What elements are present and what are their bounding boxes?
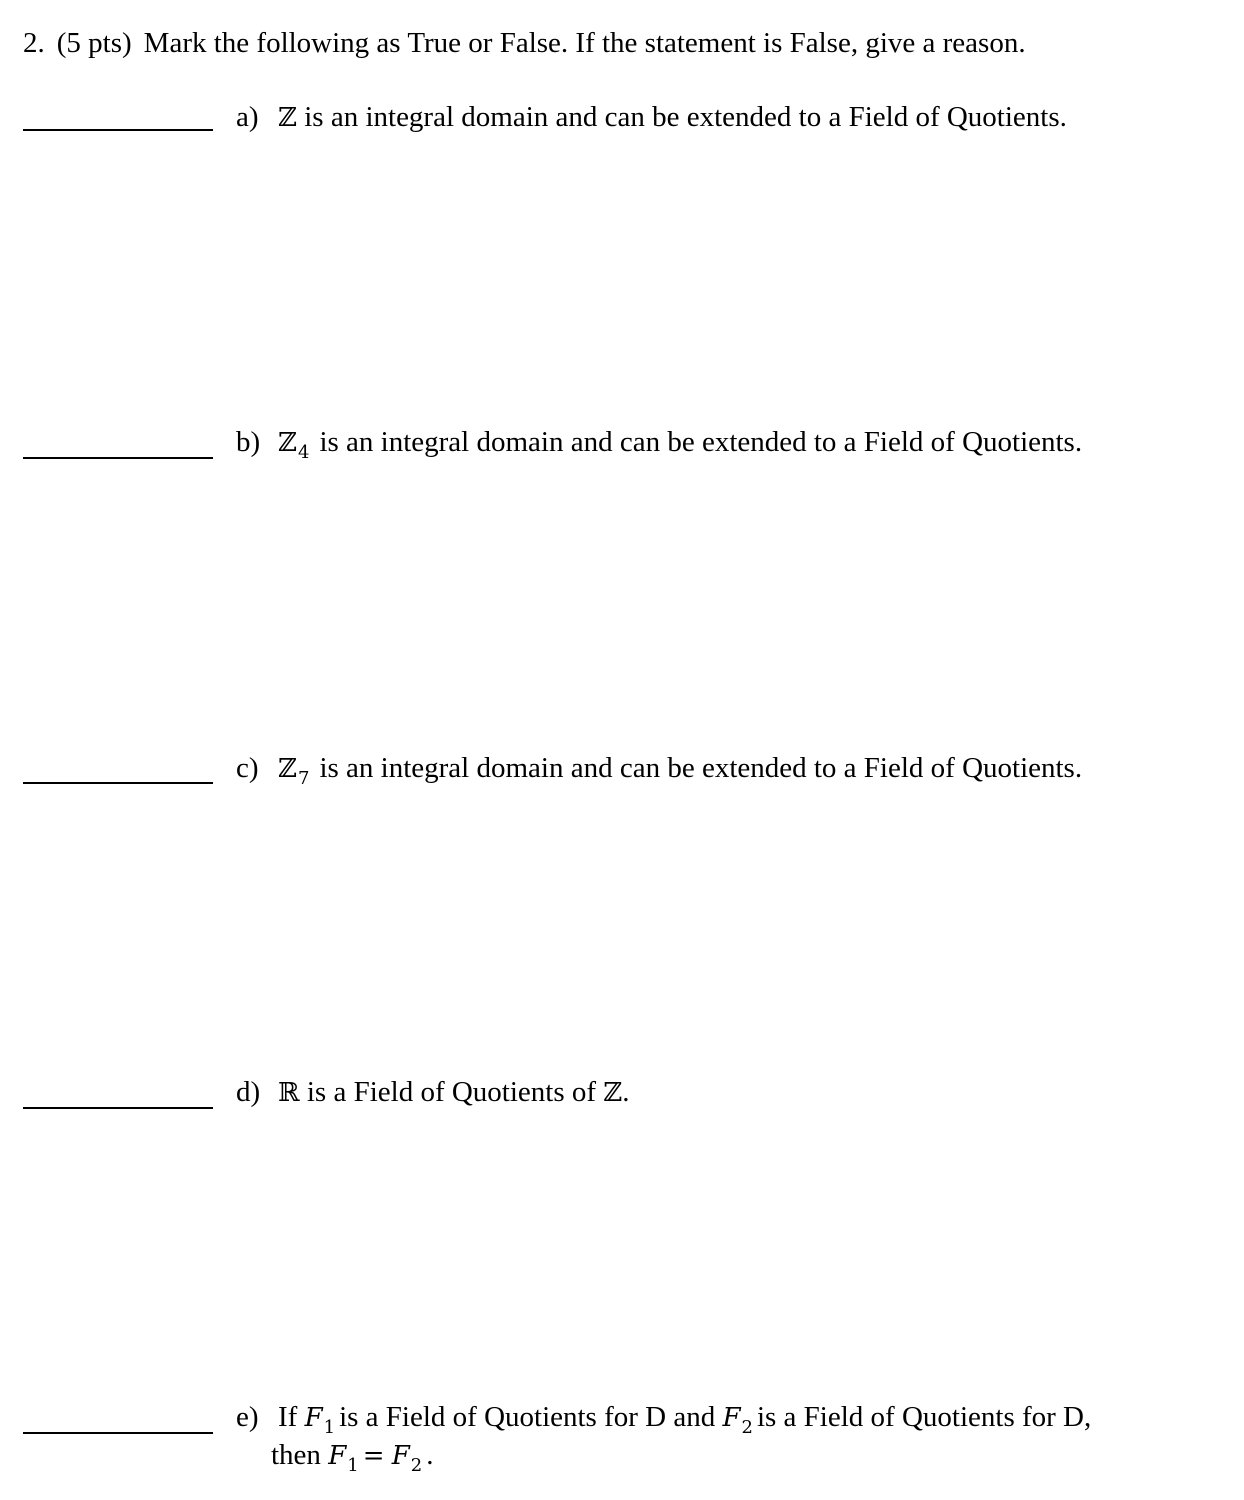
field-variable: F [391, 1441, 410, 1471]
question-instructions: Mark the following as True or False. If the statement is False, give a reason. [143, 27, 1026, 59]
item-end-e: . [426, 1439, 434, 1471]
item-text-b: is an integral domain and can be extended to a Field of Quotients. [319, 426, 1083, 458]
integers-mod-symbol: ℤ [278, 428, 297, 458]
item-text-e-mid: is a Field of Quotients for D and [339, 1401, 716, 1433]
item-statement-d [278, 1073, 630, 1112]
modulus-subscript: 4 [297, 442, 310, 463]
field-variable: F [304, 1403, 323, 1433]
item-statement-b [278, 423, 1082, 465]
answer-blank-e[interactable] [23, 1432, 213, 1434]
integers-mod-symbol: ℤ [278, 754, 297, 784]
word-if: If [278, 1401, 298, 1433]
integers-symbol: ℤ [603, 1078, 623, 1108]
field-variable: F [328, 1441, 347, 1471]
item-text-e-end: is a Field of Quotients for D, [756, 1401, 1092, 1433]
item-letter-b: b) [236, 426, 261, 458]
item-statement-e-line1 [278, 1398, 1091, 1440]
field-subscript: 2 [410, 1455, 423, 1476]
item-text-a: is an integral domain and can be extended to a Field of Quotients. [304, 101, 1067, 133]
item-statement-c [278, 749, 1082, 791]
item-statement-a [278, 98, 1067, 137]
item-letter-c: c) [236, 752, 259, 784]
item-statement-e-line2 [271, 1436, 433, 1478]
field-variable: F [722, 1403, 741, 1433]
item-end-d: . [622, 1076, 630, 1108]
question-points: (5 pts) [56, 27, 132, 59]
item-text-c: is an integral domain and can be extended to a Field of Quotients. [319, 752, 1083, 784]
question-header [23, 24, 1026, 62]
equals-sign: = [362, 1441, 385, 1471]
item-text-d: is a Field of Quotients of [306, 1076, 597, 1108]
question-number: 2. [23, 27, 45, 59]
reals-symbol: ℝ [278, 1078, 300, 1108]
answer-blank-b[interactable] [23, 457, 213, 459]
answer-blank-a[interactable] [23, 129, 213, 131]
item-letter-e: e) [236, 1401, 259, 1433]
integers-symbol: ℤ [278, 103, 297, 133]
answer-blank-c[interactable] [23, 782, 213, 784]
answer-blank-d[interactable] [23, 1107, 213, 1109]
field-subscript: 1 [323, 1417, 336, 1438]
word-then: then [271, 1439, 321, 1471]
item-letter-d: d) [236, 1076, 261, 1108]
modulus-subscript: 7 [297, 768, 310, 789]
item-letter-a: a) [236, 101, 259, 133]
field-subscript: 2 [741, 1417, 753, 1438]
field-subscript: 1 [347, 1455, 359, 1476]
